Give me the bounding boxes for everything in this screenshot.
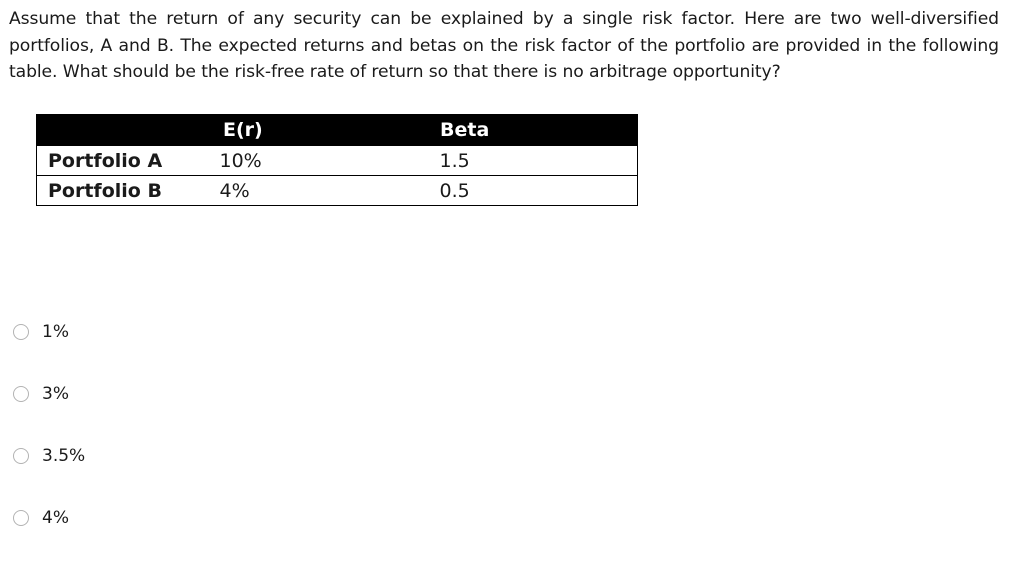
radio-button[interactable] [13,386,29,402]
table-header-row [37,115,638,146]
answer-option-3[interactable] [13,440,85,471]
question-text: Assume that the return of any security can be explained by a single risk factor. Here are two well-diversified portfolios, A and B. The expected returns and betas on the risk factor of the portfolio are provided in the following table. What should be the risk-free rate of return so that there is no arbitrage opportunity? [9,9,999,82]
answer-option-2[interactable] [13,378,85,409]
radio-button[interactable] [13,510,29,526]
beta-cell: 1.5 [430,146,638,176]
table-header-name [37,115,207,146]
table-row [37,176,638,206]
option-label: 3% [42,383,69,404]
table-header-er: E(r) [207,115,430,146]
answer-option-4[interactable] [13,502,85,533]
radio-button[interactable] [13,448,29,464]
expected-return-cell: 10% [207,146,430,176]
answer-option-1[interactable] [13,316,85,347]
beta-cell: 0.5 [430,176,638,206]
option-label: 1% [42,321,69,342]
table-row [37,146,638,176]
answer-options [13,316,85,564]
radio-button[interactable] [13,324,29,340]
portfolio-name-cell: Portfolio B [37,176,207,206]
option-label: 4% [42,507,69,528]
portfolio-table [36,114,638,206]
portfolio-name-cell: Portfolio A [37,146,207,176]
option-label: 3.5% [42,445,86,466]
table-header-beta: Beta [430,115,638,146]
expected-return-cell: 4% [207,176,430,206]
